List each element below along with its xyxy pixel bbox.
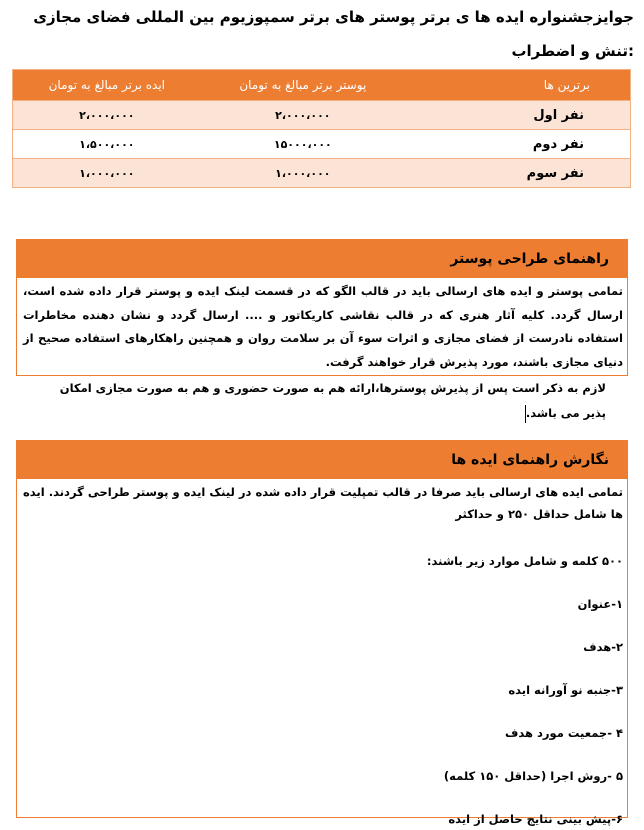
list-item: ۲-هدف xyxy=(583,640,623,654)
table-row xyxy=(13,101,631,130)
idea-amount: ۲،۰۰۰،۰۰۰ xyxy=(79,109,135,122)
idea-amount-cell xyxy=(13,159,201,188)
document-title: جوایزجشنواره ایده ها ی برتر پوستر های برتر سمپوزیوم بین المللی فضای مجازی :تنش و اضطراب xyxy=(33,8,634,60)
list-item: ۱-عنوان xyxy=(577,597,623,611)
note-paragraph[interactable] xyxy=(50,376,606,426)
idea-guide-body xyxy=(17,479,627,830)
header-rank: برترین ها xyxy=(405,70,631,101)
poster-amount: ۱۵۰۰۰،۰۰۰ xyxy=(273,138,332,151)
idea-amount-cell xyxy=(13,101,201,130)
header-poster: پوستر برتر مبالغ به تومان xyxy=(201,70,405,101)
rank-cell: نفر اول xyxy=(405,101,631,130)
note-text: لازم به ذکر است پس از پذیرش پوسترها،ارائه هم به صورت حضوری و هم به صورت مجازی امکان پذیر می باشد. xyxy=(59,381,606,420)
list-item: ۳-جنبه نو آورانه ایده xyxy=(508,683,623,697)
idea-guide-lead: ۵۰۰ کلمه و شامل موارد زیر باشند: xyxy=(426,554,623,568)
table-row xyxy=(13,159,631,188)
list-item: ۵ -روش اجرا (حداقل ۱۵۰ کلمه) xyxy=(443,769,623,783)
poster-amount-cell xyxy=(201,130,405,159)
poster-guide-heading: راهنمای طراحی پوستر xyxy=(17,240,627,278)
poster-amount-cell xyxy=(201,101,405,130)
idea-amount-cell xyxy=(13,130,201,159)
idea-amount: ۱،۵۰۰،۰۰۰ xyxy=(79,138,135,151)
prize-table xyxy=(12,69,631,188)
rank-cell: نفر سوم xyxy=(405,159,631,188)
table-header-row xyxy=(13,70,631,101)
idea-guide-box xyxy=(16,440,628,826)
idea-guide-heading: نگارش راهنمای ایده ها xyxy=(17,441,627,479)
poster-amount-cell xyxy=(201,159,405,188)
table-row xyxy=(13,130,631,159)
poster-guide-body: تمامی پوستر و ایده های ارسالی باید در قالب الگو که در قسمت لینک ایده و پوستر قرار داده شده است، ارسال گردد. کلیه آثار هنری که در قالب نقاشی کاریکاتور و .... ارسال گردد و نشان دهنده مخاطرات استفاده نادرست از فضای مجازی و اثرات سوء آن بر سلامت روان و همچنین راهکارهای استفاده صحیح از دنیای مجازی باشند، مورد پذیرش قرار خواهند گرفت. xyxy=(23,284,623,369)
header-idea: ایده برتر مبالغ به تومان xyxy=(13,70,201,101)
list-item: ۴ -جمعیت مورد هدف xyxy=(505,726,623,740)
poster-amount: ۲،۰۰۰،۰۰۰ xyxy=(275,109,331,122)
idea-amount: ۱،۰۰۰،۰۰۰ xyxy=(79,167,135,180)
rank-cell: نفر دوم xyxy=(405,130,631,159)
poster-amount: ۱،۰۰۰،۰۰۰ xyxy=(275,167,331,180)
list-item: ۶-پیش بینی نتایج حاصل از ایده xyxy=(448,812,623,826)
poster-guide-box xyxy=(16,239,628,376)
idea-guide-intro: تمامی ایده های ارسالی باید صرفا در قالب تمپلیت قرار داده شده در لینک ایده و پوستر طراحی گردند. ایده ها شامل حداقل ۲۵۰ و حداکثر xyxy=(23,485,623,521)
